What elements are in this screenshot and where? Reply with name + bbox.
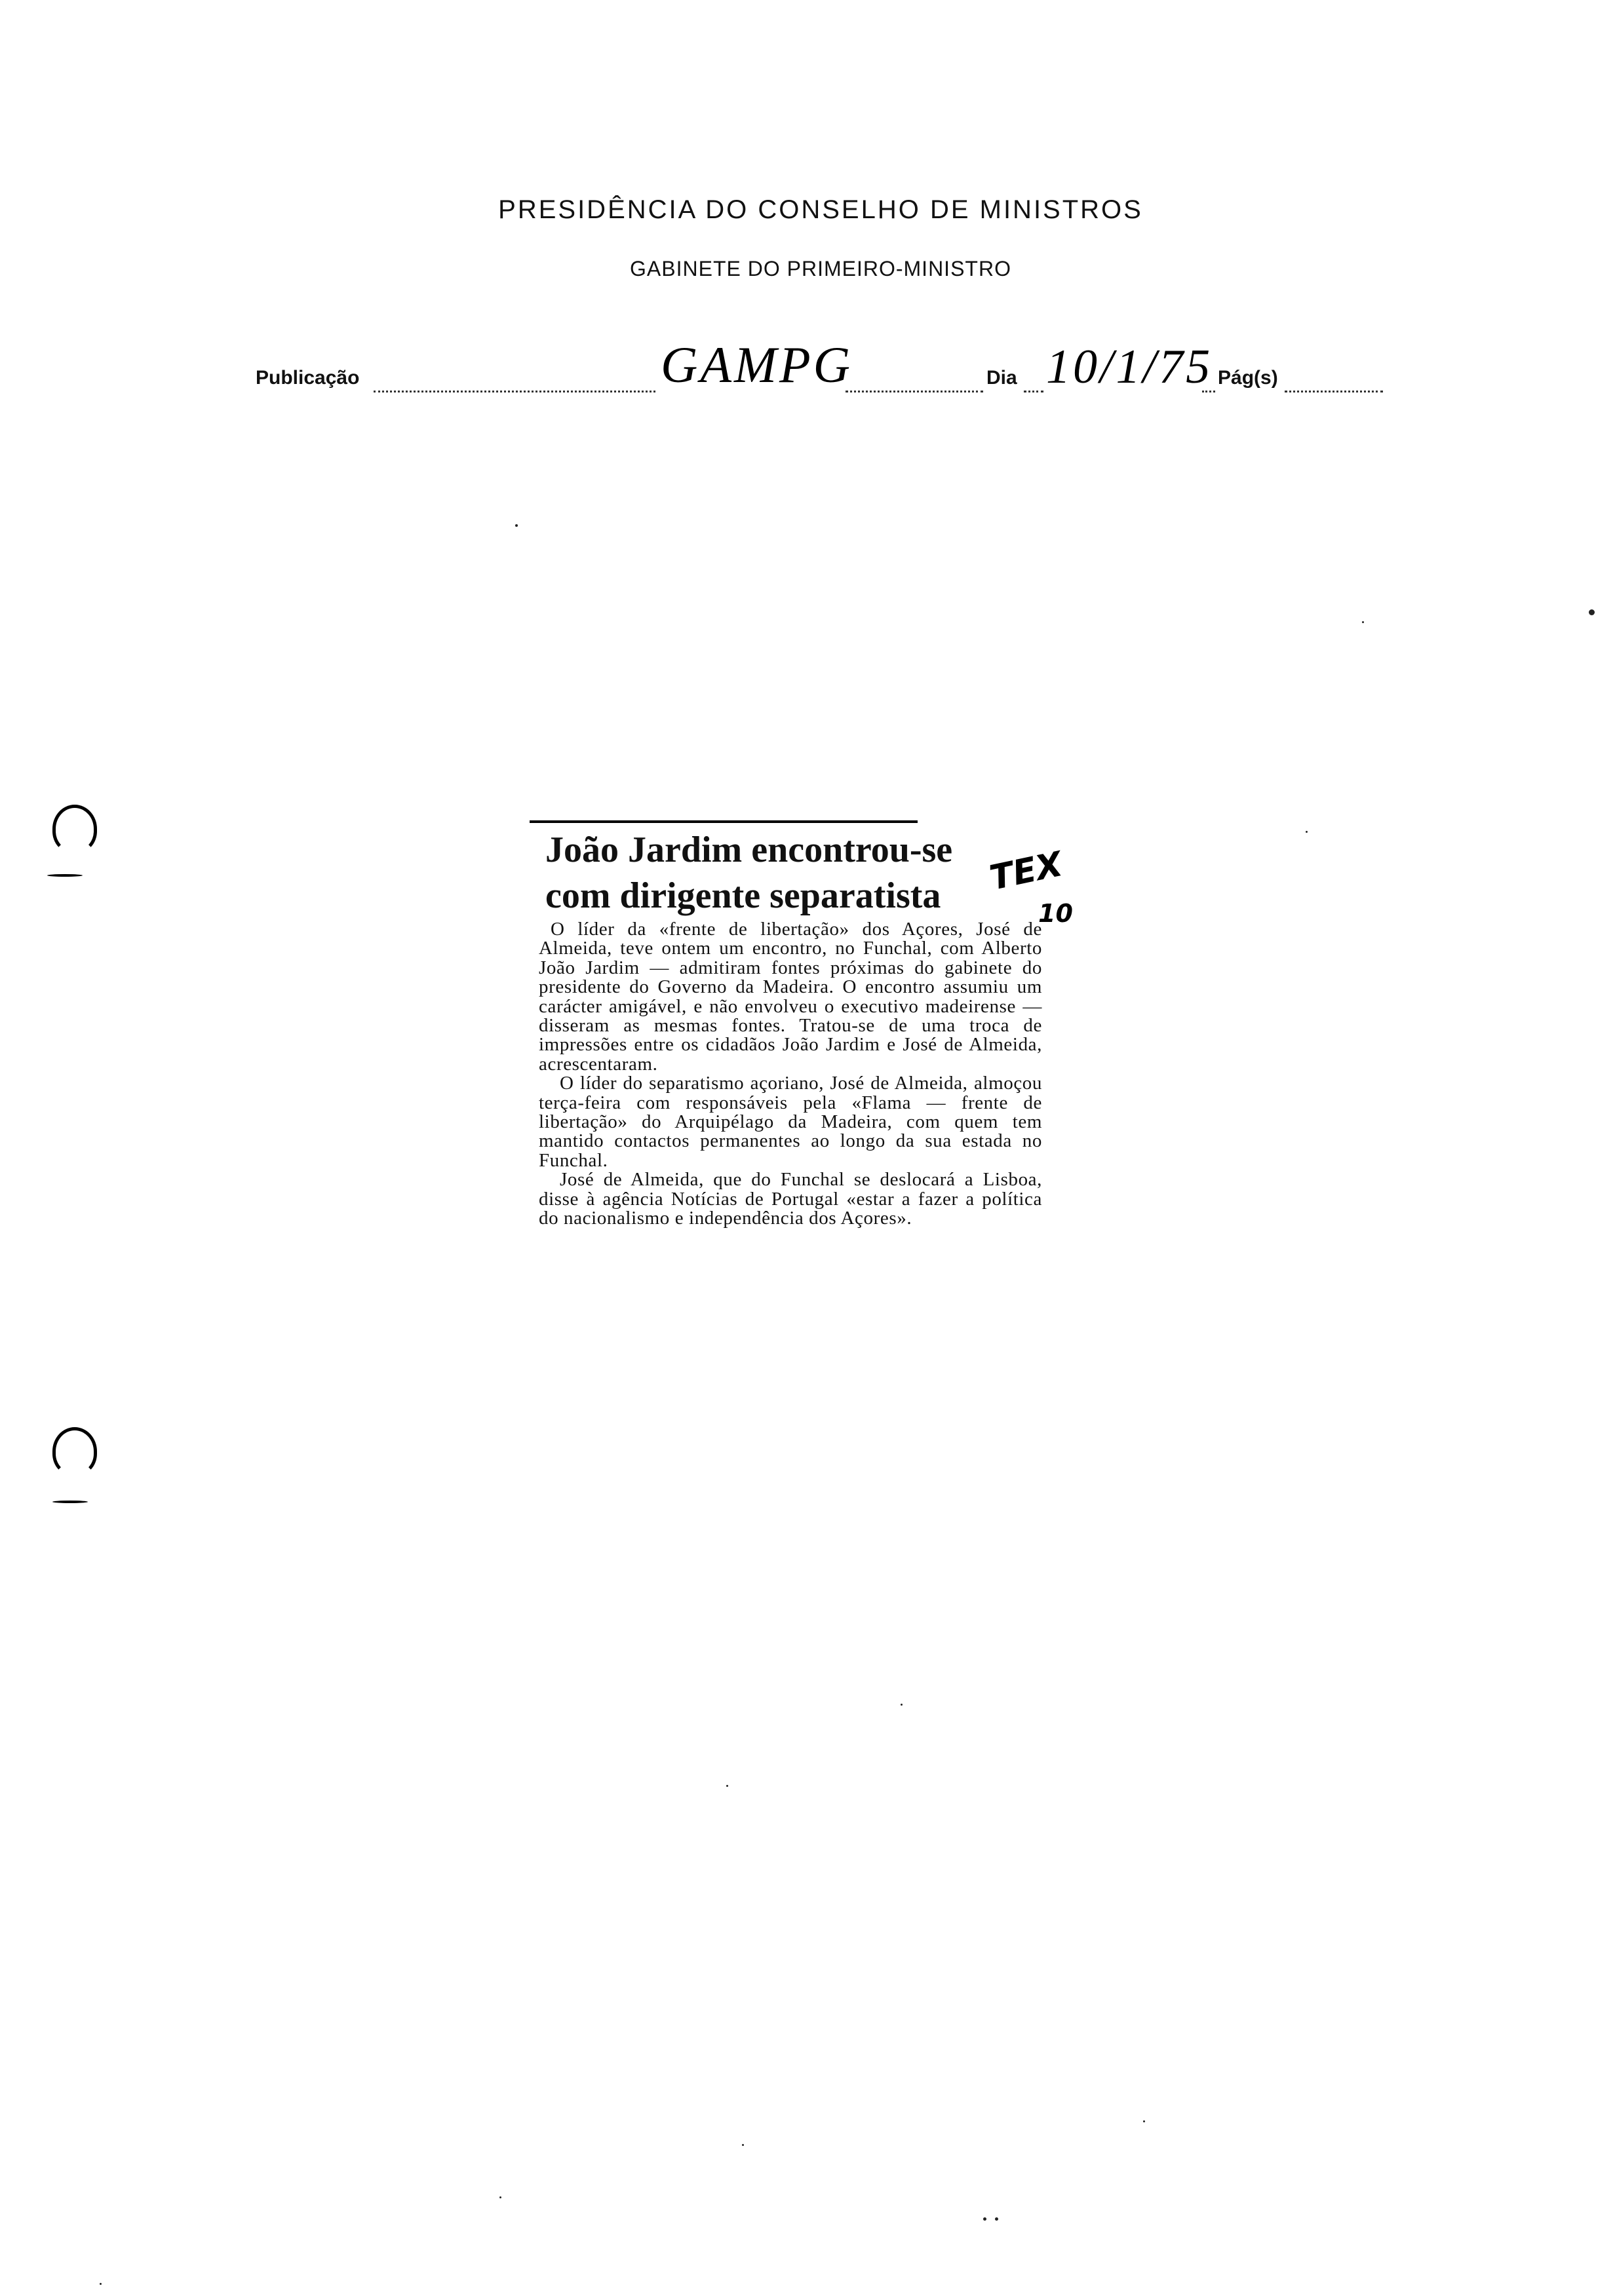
handwritten-stamp-number: 10 [1038,899,1073,928]
scan-speck [1306,831,1308,833]
binder-hole-top [52,805,97,853]
clipping-top-rule [530,820,918,823]
scan-speck [499,2196,501,2198]
scan-speck [100,2283,102,2285]
office-subheading: GABINETE DO PRIMEIRO-MINISTRO [630,257,1011,280]
scan-speck [1362,621,1364,623]
scan-speck [901,1704,903,1706]
publication-label: Publicação [256,367,360,389]
clipping-article-body [539,920,1042,1229]
article-paragraph-1: O líder da «frente de libertação» dos Açores, José de Almeida, teve ontem um encontro, no Funchal, com Alberto João Jardim — admitiram fontes próximas do gabinete do presidente do Governo da Madeira. O encontro assumiu um carácter amigável, e não envolveu o executivo madeirense — disseram as mesmas fontes. Tratou-se de uma troca de impressões entre os cidadãos João Jardim e José de Almeida, acrescentaram. [539,919,1042,1075]
scan-speck [515,524,518,527]
scan-speck [742,2144,744,2146]
ministry-heading: PRESIDÊNCIA DO CONSELHO DE MINISTROS [498,195,1143,224]
day-label: Dia [986,367,1017,389]
binder-hole-bottom-mark [52,1501,88,1503]
day-dotted-line-end [1202,391,1215,392]
pages-dotted-line [1285,391,1383,392]
headline-line-2: com dirigente separatista [545,875,941,916]
scan-speck [983,2217,986,2221]
day-dotted-line [1024,391,1043,392]
headline-line-1: João Jardim encontrou-se [545,830,953,870]
article-paragraph-3: José de Almeida, que do Funchal se deslocará a Lisboa, disse à agência Notícias de Portugal «estar a fazer a política do nacionalismo e independência dos Açores». [539,1169,1042,1229]
pages-label: Pág(s) [1218,367,1278,389]
scan-speck [1143,2120,1145,2122]
handwritten-stamp: TEX [986,845,1066,898]
scan-speck [995,2217,998,2221]
article-paragraph-2: O líder do separatismo açoriano, José de Almeida, almoçou terça-feira com responsáveis pela «Flama — frente de libertação» do Arquipélago da Madeira, com quem tem mantido contactos permanentes ao longo da sua estada no Funchal. [539,1073,1042,1171]
scan-speck [726,1785,728,1787]
publication-dotted-line [374,391,655,392]
publication-handwritten-value: GAMPG [661,336,853,393]
binder-hole-top-mark [47,874,83,877]
binder-hole-bottom [52,1427,97,1476]
day-handwritten-value: 10/1/75 [1046,340,1213,394]
scan-speck [1589,609,1595,615]
publication-dotted-line-end [846,391,983,392]
